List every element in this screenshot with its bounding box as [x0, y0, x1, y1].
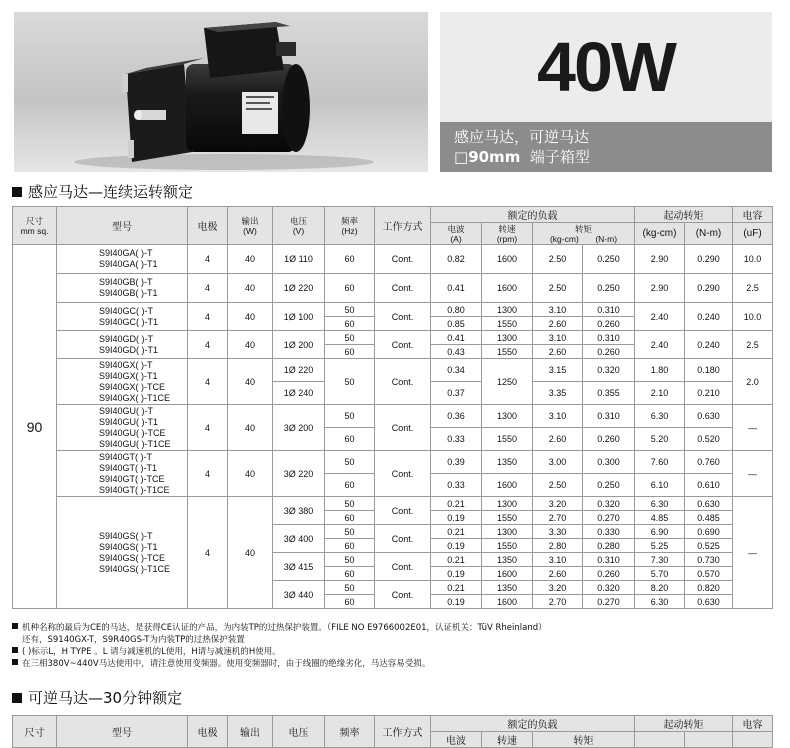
model-line: S9I40GC( )-T	[99, 305, 154, 316]
header-start-nm	[685, 732, 733, 748]
torque-nm-cell: 0.320	[583, 581, 635, 595]
output-cell: 40	[228, 245, 273, 274]
start-kgcm-cell: 6.30	[635, 595, 685, 609]
model-line: S9I40GU( )-TCE	[99, 427, 166, 438]
current-cell: 0.19	[431, 511, 482, 525]
speed-cell: 1600	[482, 567, 533, 581]
torque-nm-cell: 0.310	[583, 405, 635, 428]
voltage-cell: 1Ø 220	[273, 274, 325, 303]
model-line: S9I40GS( )-T1CE	[99, 563, 171, 574]
poles-cell: 4	[188, 451, 228, 497]
frequency-cell: 60	[325, 274, 375, 303]
section-title: 感应马达—连续运转额定	[28, 183, 194, 201]
header-model: 型号	[57, 207, 188, 245]
start-kgcm-cell: 4.85	[635, 511, 685, 525]
torque-kgcm-cell: 3.10	[533, 331, 583, 345]
voltage-cell: 3Ø 380	[273, 497, 325, 525]
poles-cell: 4	[188, 331, 228, 359]
current-cell: 0.21	[431, 525, 482, 539]
torque-kgcm-cell: 3.30	[533, 525, 583, 539]
header-operation: 工作方式	[375, 207, 431, 245]
start-kgcm-cell: 2.40	[635, 331, 685, 359]
model-line: S9I40GS( )-TCE	[99, 552, 166, 563]
header-speed: 转速 (rpm)	[482, 223, 533, 245]
banner-caption	[440, 122, 772, 172]
torque-kgcm-cell: 3.35	[533, 382, 583, 405]
model-line: S9I40GC( )-T1	[99, 316, 159, 327]
capacitor-cell: 2.5	[733, 331, 773, 359]
model-line: S9I40GX( )-T1CE	[99, 392, 171, 403]
capacitor-cell: —	[733, 497, 773, 609]
current-cell: 0.21	[431, 581, 482, 595]
model-cell	[57, 451, 188, 497]
output-cell: 40	[228, 274, 273, 303]
table-row	[13, 274, 773, 303]
model-cell	[57, 405, 188, 451]
output-cell: 40	[228, 497, 273, 609]
speed-cell: 1550	[482, 511, 533, 525]
poles-cell: 4	[188, 497, 228, 609]
table-row	[13, 451, 773, 474]
start-nm-cell: 0.630	[685, 405, 733, 428]
speed-cell: 1600	[482, 595, 533, 609]
torque-nm-cell: 0.270	[583, 511, 635, 525]
torque-kgcm-cell: 2.60	[533, 567, 583, 581]
header-torque: 转矩 (kg-cm) (N-m)	[533, 223, 635, 245]
torque-kgcm-cell: 3.20	[533, 581, 583, 595]
start-nm-cell: 0.610	[685, 474, 733, 497]
header-poles: 电极	[188, 716, 228, 748]
current-cell: 0.39	[431, 451, 482, 474]
torque-nm-cell: 0.330	[583, 525, 635, 539]
model-cell	[57, 497, 188, 609]
current-cell: 0.41	[431, 274, 482, 303]
start-kgcm-cell: 1.80	[635, 359, 685, 382]
notes-block	[12, 622, 547, 670]
frequency-cell: 60	[325, 539, 375, 553]
speed-cell: 1350	[482, 553, 533, 567]
header-rated-load: 额定的负载	[431, 207, 635, 223]
start-nm-cell: 0.730	[685, 553, 733, 567]
note-item: 在三相380V~440V马达使用中，请注意使用变频器。使用变频器时，由于线圈的绝缘劣化，马达容易受损。	[12, 658, 547, 670]
model-cell	[57, 245, 188, 274]
torque-nm-cell: 0.260	[583, 317, 635, 331]
torque-kgcm-cell: 2.60	[533, 345, 583, 359]
note-item: 机种名称的最后为CE的马达，是获得CE认证的产品，为内装TP的过热保护装置。（FILE NO E9766002E01，认证机关：TüV Rheinland）	[12, 622, 547, 634]
start-kgcm-cell: 5.25	[635, 539, 685, 553]
frequency-cell: 50	[325, 451, 375, 474]
torque-kgcm-cell: 2.60	[533, 428, 583, 451]
start-kgcm-cell: 6.30	[635, 497, 685, 511]
start-kgcm-cell: 6.90	[635, 525, 685, 539]
torque-kgcm-cell: 3.15	[533, 359, 583, 382]
operation-cell: Cont.	[375, 359, 431, 405]
start-kgcm-cell: 7.60	[635, 451, 685, 474]
header-start-nm: (N-m)	[685, 223, 733, 245]
frequency-cell: 60	[325, 428, 375, 451]
speed-cell: 1550	[482, 345, 533, 359]
frequency-cell: 60	[325, 595, 375, 609]
operation-cell: Cont.	[375, 451, 431, 497]
frame-size-cell: 90	[13, 245, 57, 609]
header-frequency: 频率 (Hz)	[325, 207, 375, 245]
note-bullet-icon	[12, 659, 18, 665]
frequency-cell: 50	[325, 525, 375, 539]
operation-cell: Cont.	[375, 497, 431, 525]
voltage-cell: 3Ø 415	[273, 553, 325, 581]
torque-kgcm-cell: 3.10	[533, 303, 583, 317]
start-kgcm-cell: 2.10	[635, 382, 685, 405]
model-line: S9I40GU( )-T	[99, 405, 154, 416]
start-kgcm-cell: 6.30	[635, 405, 685, 428]
square-bullet-icon	[12, 187, 22, 197]
table-row	[13, 497, 773, 511]
model-line: S9I40GD( )-T	[99, 333, 154, 344]
start-kgcm-cell: 7.30	[635, 553, 685, 567]
speed-cell: 1350	[482, 581, 533, 595]
torque-kgcm-cell: 2.70	[533, 511, 583, 525]
frequency-cell: 50	[325, 331, 375, 345]
start-nm-cell: 0.630	[685, 497, 733, 511]
speed-cell: 1550	[482, 317, 533, 331]
header-output: 输出	[228, 716, 273, 748]
voltage-cell: 1Ø 110	[273, 245, 325, 274]
torque-kgcm-cell: 2.70	[533, 595, 583, 609]
torque-nm-cell: 0.250	[583, 474, 635, 497]
model-line: S9I40GX( )-T1	[99, 370, 158, 381]
model-line: S9I40GB( )-T	[99, 277, 153, 287]
header-cap-unit	[733, 732, 773, 748]
frequency-cell: 60	[325, 511, 375, 525]
header-row-1	[13, 716, 773, 732]
frequency-cell: 60	[325, 317, 375, 331]
start-nm-cell: 0.690	[685, 525, 733, 539]
model-line: S9I40GX( )-TCE	[99, 381, 166, 392]
frequency-cell: 60	[325, 345, 375, 359]
product-banner	[440, 12, 772, 172]
speed-cell: 1300	[482, 405, 533, 428]
capacitor-cell: 2.5	[733, 274, 773, 303]
torque-nm-cell: 0.250	[583, 245, 635, 274]
capacitor-cell: 10.0	[733, 245, 773, 274]
torque-nm-cell: 0.260	[583, 567, 635, 581]
model-line: S9I40GB( )-T1	[99, 288, 158, 298]
torque-kgcm-cell: 2.50	[533, 474, 583, 497]
torque-nm-cell: 0.320	[583, 359, 635, 382]
output-cell: 40	[228, 451, 273, 497]
voltage-cell: 3Ø 400	[273, 525, 325, 553]
torque-kgcm-cell: 3.10	[533, 553, 583, 567]
header-torque: 转矩	[533, 732, 635, 748]
note-bullet-icon	[12, 647, 18, 653]
header-start-torque: 起动转矩	[635, 207, 733, 223]
torque-kgcm-cell: 2.80	[533, 539, 583, 553]
frequency-cell: 50	[325, 359, 375, 405]
frequency-cell: 50	[325, 497, 375, 511]
model-line: S9I40GA( )-T1	[99, 259, 158, 269]
poles-cell: 4	[188, 303, 228, 331]
torque-kgcm-cell: 2.50	[533, 274, 583, 303]
table-row	[13, 331, 773, 345]
banner-line-2	[454, 147, 772, 167]
header-voltage: 电压	[273, 716, 325, 748]
output-cell: 40	[228, 303, 273, 331]
speed-cell: 1550	[482, 428, 533, 451]
capacitor-cell: —	[733, 451, 773, 497]
note-item: 还有，S9140GX-T，S9R40GS-T为内装TP的过热保护装置	[22, 635, 245, 645]
torque-nm-cell: 0.300	[583, 451, 635, 474]
operation-cell: Cont.	[375, 245, 431, 274]
table-row	[13, 359, 773, 382]
header-poles: 电极	[188, 207, 228, 245]
torque-nm-cell: 0.310	[583, 553, 635, 567]
output-cell: 40	[228, 359, 273, 405]
current-cell: 0.33	[431, 474, 482, 497]
frequency-cell: 50	[325, 553, 375, 567]
header-capacitor: 电容	[733, 207, 773, 223]
operation-cell: Cont.	[375, 331, 431, 359]
header-operation: 工作方式	[375, 716, 431, 748]
header-speed: 转速	[482, 732, 533, 748]
start-kgcm-cell: 2.90	[635, 274, 685, 303]
voltage-cell: 1Ø 200	[273, 331, 325, 359]
header-row-1	[13, 207, 773, 223]
capacitor-cell: 10.0	[733, 303, 773, 331]
header-voltage: 电压 (V)	[273, 207, 325, 245]
header-rated-load: 额定的负载	[431, 716, 635, 732]
torque-kgcm-cell: 3.20	[533, 497, 583, 511]
operation-cell: Cont.	[375, 303, 431, 331]
speed-cell: 1350	[482, 451, 533, 474]
model-line: S9I40GD( )-T1	[99, 344, 159, 355]
header-size: 尺寸 mm sq.	[13, 207, 57, 245]
speed-cell: 1600	[482, 245, 533, 274]
operation-cell: Cont.	[375, 553, 431, 581]
header-frequency: 频率	[325, 716, 375, 748]
output-cell: 40	[228, 331, 273, 359]
output-cell: 40	[228, 405, 273, 451]
header-start-torque: 起动转矩	[635, 716, 733, 732]
torque-kgcm-cell: 2.60	[533, 317, 583, 331]
header-current: 电波 (A)	[431, 223, 482, 245]
start-nm-cell: 0.240	[685, 331, 733, 359]
square-bullet-icon	[12, 693, 22, 703]
operation-cell: Cont.	[375, 274, 431, 303]
motor-image	[14, 12, 428, 172]
current-cell: 0.19	[431, 539, 482, 553]
torque-kgcm-cell: 3.10	[533, 405, 583, 428]
header-capacitor-unit: (uF)	[733, 223, 773, 245]
current-cell: 0.19	[431, 595, 482, 609]
torque-kgcm-cell: 2.50	[533, 245, 583, 274]
capacitor-cell: —	[733, 405, 773, 451]
model-cell	[57, 303, 188, 331]
section-heading-induction	[12, 181, 193, 202]
capacitor-cell: 2.0	[733, 359, 773, 405]
header-start-kgcm	[635, 732, 685, 748]
current-cell: 0.34	[431, 359, 482, 382]
section-title: 可逆马达—30分钟额定	[28, 689, 183, 707]
current-cell: 0.85	[431, 317, 482, 331]
current-cell: 0.43	[431, 345, 482, 359]
torque-nm-cell: 0.260	[583, 428, 635, 451]
current-cell: 0.19	[431, 567, 482, 581]
speed-cell: 1300	[482, 331, 533, 345]
start-kgcm-cell: 5.20	[635, 428, 685, 451]
voltage-cell: 3Ø 200	[273, 405, 325, 451]
header-current: 电波	[431, 732, 482, 748]
torque-nm-cell: 0.320	[583, 497, 635, 511]
section-heading-reversible	[12, 687, 182, 708]
start-nm-cell: 0.520	[685, 428, 733, 451]
current-cell: 0.41	[431, 331, 482, 345]
voltage-cell: 3Ø 220	[273, 451, 325, 497]
model-line: S9I40GX( )-T	[99, 359, 153, 370]
model-line: S9I40GS( )-T	[99, 530, 153, 541]
motor-photo	[14, 12, 428, 172]
operation-cell: Cont.	[375, 405, 431, 451]
banner-line-1: 感应马达，可逆马达	[454, 128, 590, 146]
current-cell: 0.21	[431, 553, 482, 567]
voltage-cell: 1Ø 240	[273, 382, 325, 405]
frequency-cell: 50	[325, 405, 375, 428]
torque-nm-cell: 0.270	[583, 595, 635, 609]
current-cell: 0.37	[431, 382, 482, 405]
torque-nm-cell: 0.250	[583, 274, 635, 303]
spec-table-reversible	[12, 715, 773, 748]
model-line: S9I40GA( )-T	[99, 248, 153, 258]
note-bullet-icon	[12, 623, 18, 629]
header-start-kgcm: (kg-cm)	[635, 223, 685, 245]
torque-kgcm-cell: 3.00	[533, 451, 583, 474]
header-model: 型号	[57, 716, 188, 748]
model-line: S9I40GT( )-T1	[99, 462, 158, 473]
model-line: S9I40GT( )-T1CE	[99, 484, 170, 495]
table-row	[13, 245, 773, 274]
speed-cell: 1250	[482, 359, 533, 405]
torque-nm-cell: 0.310	[583, 303, 635, 317]
model-line: S9I40GU( )-T1CE	[99, 438, 171, 449]
start-nm-cell: 0.570	[685, 567, 733, 581]
voltage-cell: 3Ø 440	[273, 581, 325, 609]
operation-cell: Cont.	[375, 525, 431, 553]
start-kgcm-cell: 6.10	[635, 474, 685, 497]
spec-table	[12, 206, 773, 609]
model-cell	[57, 331, 188, 359]
current-cell: 0.33	[431, 428, 482, 451]
start-nm-cell: 0.485	[685, 511, 733, 525]
header-size: 尺寸	[13, 716, 57, 748]
size-mark: □	[454, 148, 469, 166]
speed-cell: 1300	[482, 525, 533, 539]
torque-nm-cell: 0.310	[583, 331, 635, 345]
start-nm-cell: 0.180	[685, 359, 733, 382]
current-cell: 0.80	[431, 303, 482, 317]
frequency-cell: 60	[325, 245, 375, 274]
operation-cell: Cont.	[375, 581, 431, 609]
frequency-cell: 60	[325, 474, 375, 497]
current-cell: 0.82	[431, 245, 482, 274]
start-nm-cell: 0.290	[685, 274, 733, 303]
start-kgcm-cell: 8.20	[635, 581, 685, 595]
current-cell: 0.36	[431, 405, 482, 428]
start-nm-cell: 0.290	[685, 245, 733, 274]
frequency-cell: 50	[325, 581, 375, 595]
torque-nm-cell: 0.280	[583, 539, 635, 553]
torque-nm-cell: 0.355	[583, 382, 635, 405]
box-type: 端子箱型	[529, 148, 590, 166]
start-kgcm-cell: 2.90	[635, 245, 685, 274]
poles-cell: 4	[188, 274, 228, 303]
speed-cell: 1550	[482, 539, 533, 553]
model-line: S9I40GS( )-T1	[99, 541, 158, 552]
model-line: S9I40GT( )-T	[99, 451, 153, 462]
frame-size: 90mm	[468, 148, 521, 166]
poles-cell: 4	[188, 359, 228, 405]
table-row	[13, 405, 773, 428]
start-kgcm-cell: 2.40	[635, 303, 685, 331]
current-cell: 0.21	[431, 497, 482, 511]
start-kgcm-cell: 5.70	[635, 567, 685, 581]
frequency-cell: 60	[325, 567, 375, 581]
torque-nm-cell: 0.260	[583, 345, 635, 359]
wattage-title: 40W	[537, 28, 675, 106]
model-cell	[57, 359, 188, 405]
table-row	[13, 303, 773, 317]
start-nm-cell: 0.820	[685, 581, 733, 595]
speed-cell: 1600	[482, 274, 533, 303]
start-nm-cell: 0.240	[685, 303, 733, 331]
model-line: S9I40GT( )-TCE	[99, 473, 165, 484]
frequency-cell: 50	[325, 303, 375, 317]
model-cell	[57, 274, 188, 303]
speed-cell: 1300	[482, 303, 533, 317]
start-nm-cell: 0.630	[685, 595, 733, 609]
poles-cell: 4	[188, 405, 228, 451]
speed-cell: 1600	[482, 474, 533, 497]
header-capacitor: 电容	[733, 716, 773, 732]
model-line: S9I40GU( )-T1	[99, 416, 159, 427]
start-nm-cell: 0.210	[685, 382, 733, 405]
voltage-cell: 1Ø 220	[273, 359, 325, 382]
voltage-cell: 1Ø 100	[273, 303, 325, 331]
note-item: ( )标示L，H TYPE 。L 请与减速机的L使用，H请与减速机的H使用。	[12, 646, 547, 658]
speed-cell: 1300	[482, 497, 533, 511]
poles-cell: 4	[188, 245, 228, 274]
start-nm-cell: 0.760	[685, 451, 733, 474]
start-nm-cell: 0.525	[685, 539, 733, 553]
header-output: 输出 (W)	[228, 207, 273, 245]
